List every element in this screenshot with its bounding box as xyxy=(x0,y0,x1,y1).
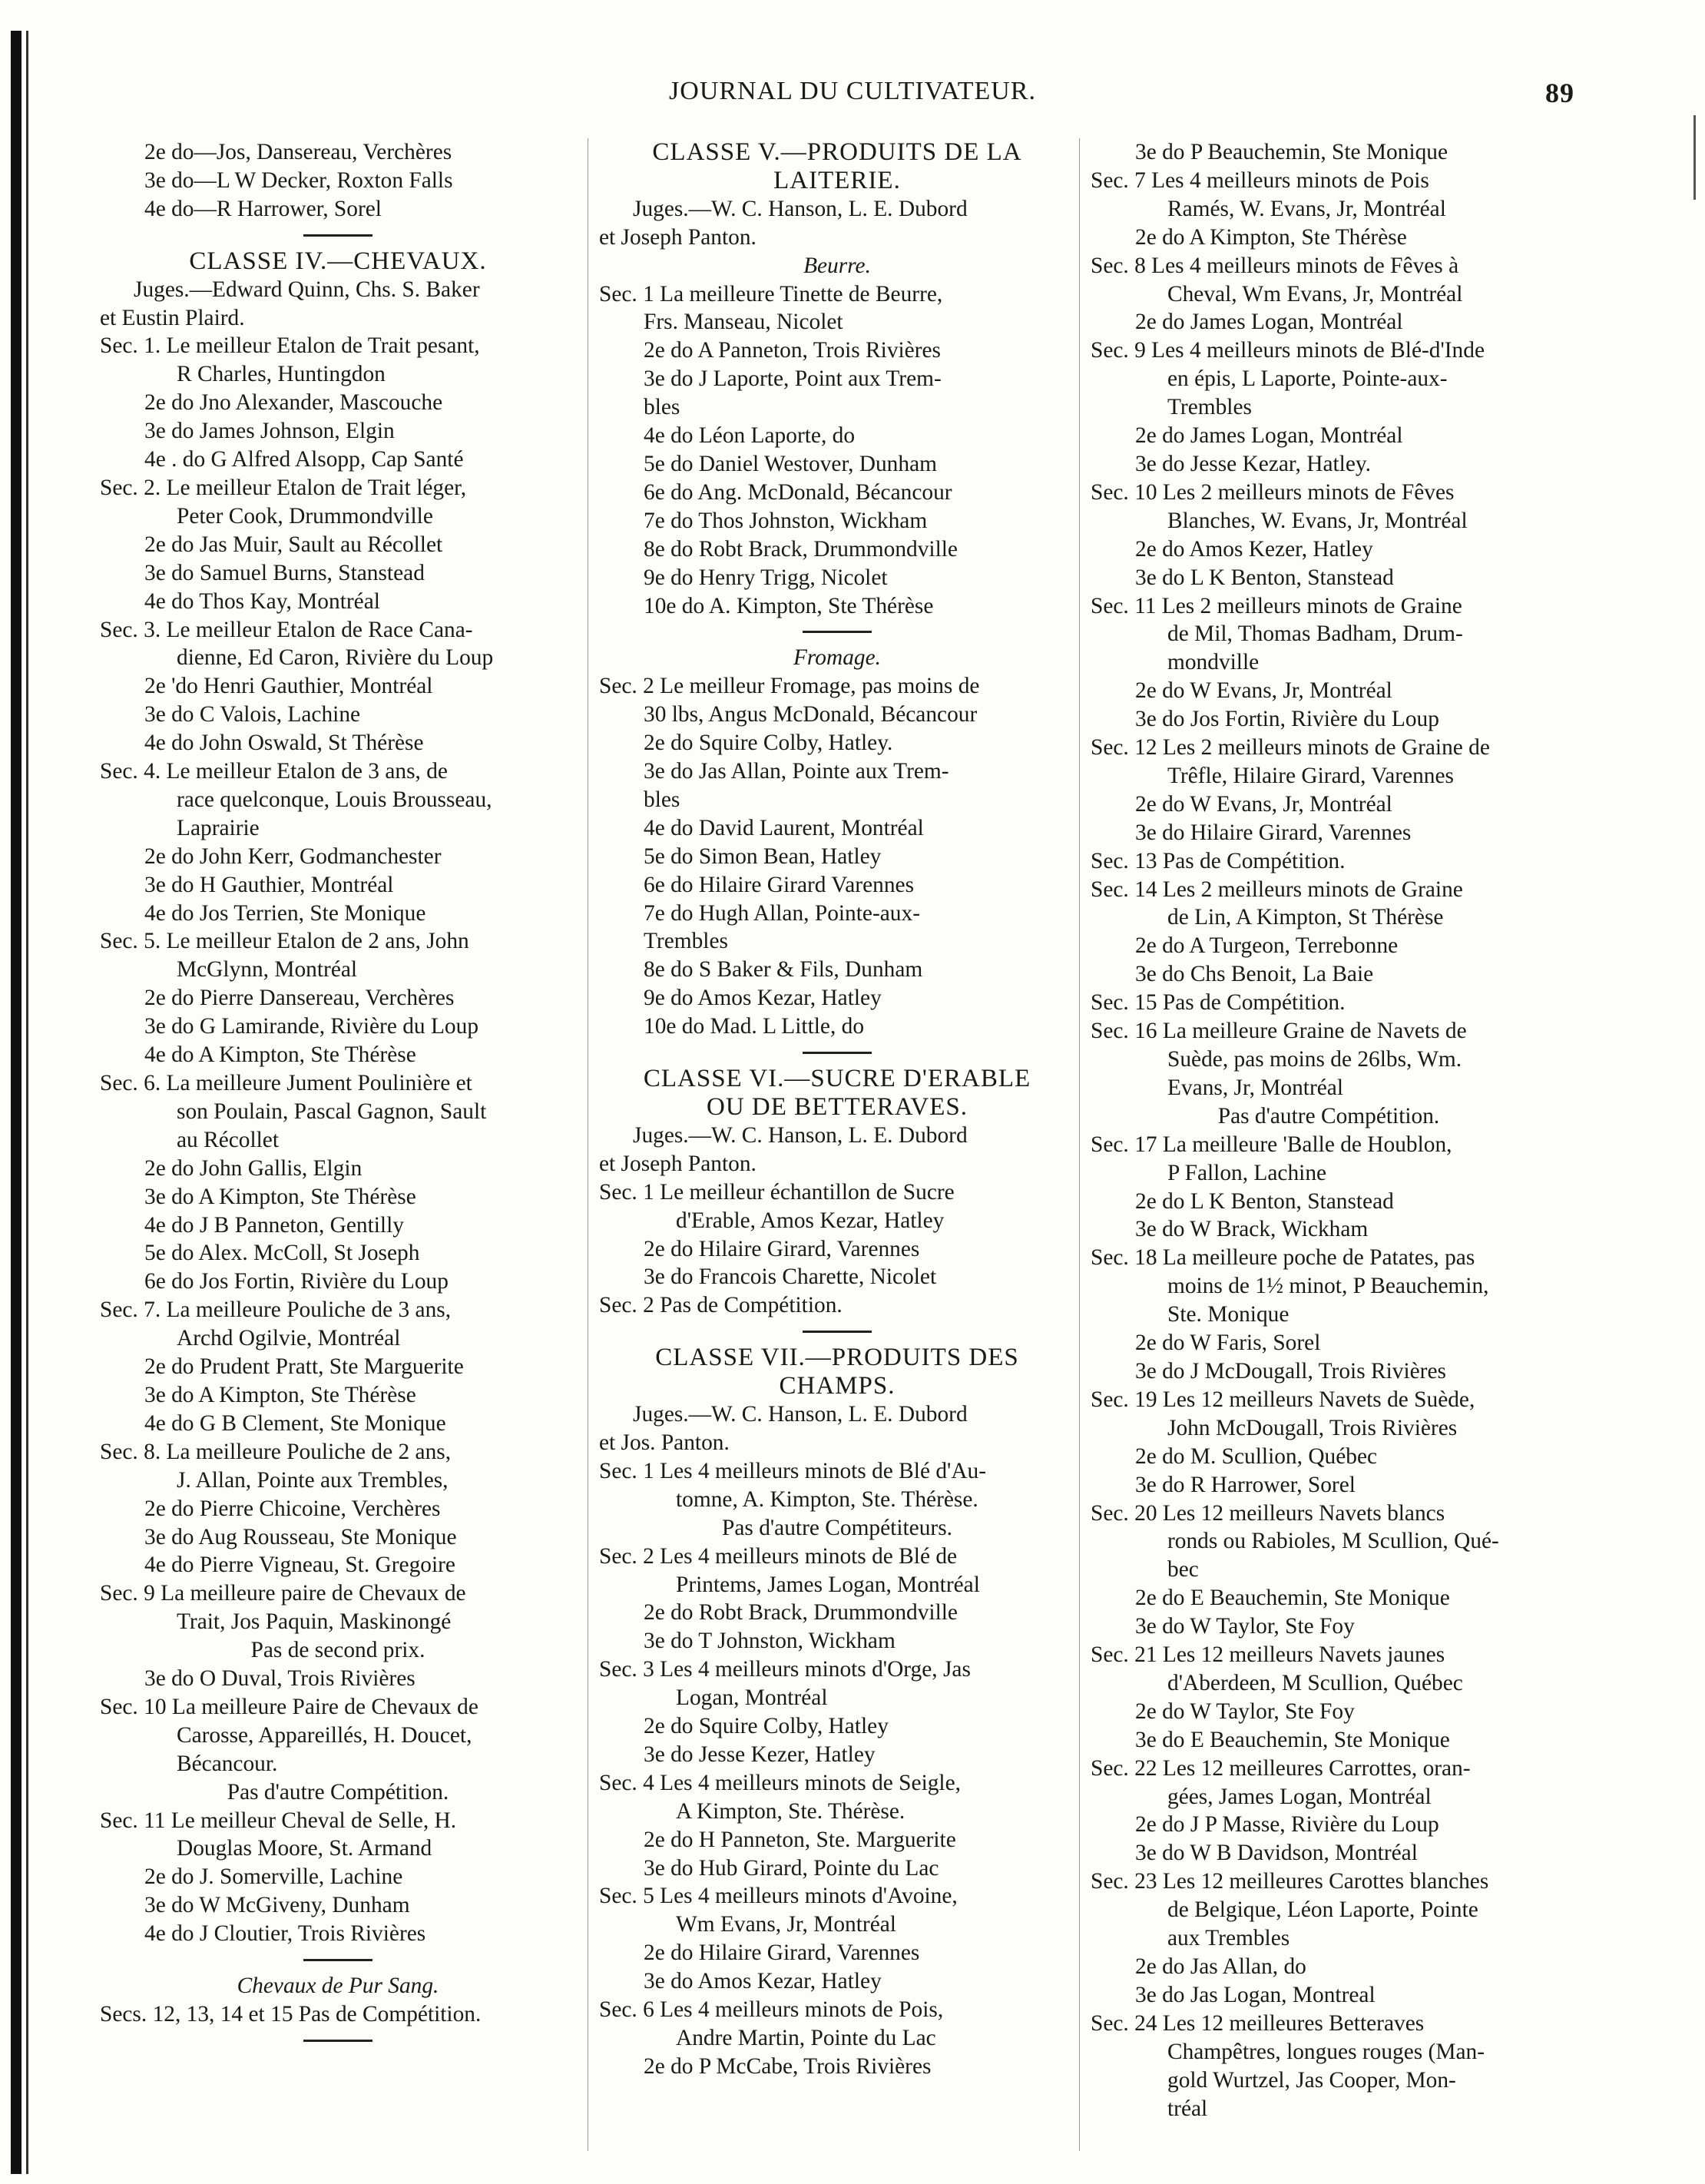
section-divider xyxy=(803,1331,872,1333)
entry-continuation: race quelconque, Louis Brousseau, xyxy=(177,787,492,812)
prize-entry: 10e do A. Kimpton, Ste Thérèse xyxy=(644,593,934,618)
prize-entry: 3e do P Beauchemin, Ste Monique xyxy=(1135,140,1448,164)
section-line: Sec. 15 Pas de Compétition. xyxy=(1091,990,1346,1016)
prize-entry: 4e do J Cloutier, Trois Rivières xyxy=(144,1921,426,1947)
prize-entry: 3e do L K Benton, Stanstead xyxy=(1135,565,1394,590)
entry-continuation: Cheval, Wm Evans, Jr, Montréal xyxy=(1167,281,1463,307)
prize-entry: 3e do O Duval, Trois Rivières xyxy=(144,1666,415,1692)
prize-entry: 3e do Jas Logan, Montreal xyxy=(1135,1982,1376,2007)
entry-continuation: Trêfle, Hilaire Girard, Varennes xyxy=(1167,763,1454,788)
prize-entry: 9e do Amos Kezar, Hatley xyxy=(644,986,882,1011)
prize-entry: 2e do A Turgeon, Terrebonne xyxy=(1135,933,1399,959)
section-line: Sec. 20 Les 12 meilleurs Navets blancs xyxy=(1091,1500,1445,1526)
section-line: Sec. 3 Les 4 meilleurs minots d'Orge, Jas xyxy=(599,1657,971,1682)
section-line: Sec. 7. La meilleure Pouliche de 3 ans, xyxy=(100,1297,452,1323)
section-line: Sec. 5. Le meilleur Etalon de 2 ans, John xyxy=(100,929,469,954)
entry-continuation: Evans, Jr, Montréal xyxy=(1167,1075,1343,1100)
prize-entry: 8e do Robt Brack, Drummondville xyxy=(644,536,958,562)
prize-entry: 8e do S Baker & Fils, Dunham xyxy=(644,957,923,983)
judges-line: Juges.—W. C. Hanson, L. E. Dubord xyxy=(633,1122,968,1148)
prize-entry: 3e do—L W Decker, Roxton Falls xyxy=(144,167,453,193)
entry-continuation: d'Erable, Amos Kezar, Hatley xyxy=(676,1208,945,1233)
journal-title: JOURNAL DU CULTIVATEUR. xyxy=(669,77,1036,105)
prize-entry: 3e do J McDougall, Trois Rivières xyxy=(1135,1358,1446,1384)
prize-entry: 2e do H Panneton, Ste. Marguerite xyxy=(644,1827,956,1852)
prize-entry: 2e do John Gallis, Elgin xyxy=(144,1155,363,1181)
prize-entry: 4e do David Laurent, Montréal xyxy=(644,815,924,840)
prize-entry: 2e do Jno Alexander, Mascouche xyxy=(144,390,443,416)
prize-entry: 3e do E Beauchemin, Ste Monique xyxy=(1135,1727,1450,1752)
subheading: Chevaux de Pur Sang. xyxy=(237,1974,439,1999)
entry-continuation: Suède, pas moins de 26lbs, Wm. xyxy=(1167,1047,1462,1072)
section-line: et Eustin Plaird. xyxy=(100,305,245,330)
prize-entry: 2e do Jas Muir, Sault au Récollet xyxy=(144,532,443,557)
class-heading: CLASSE VI.—SUCRE D'ERABLE xyxy=(643,1065,1031,1093)
prize-entry: Trembles xyxy=(644,929,728,954)
entry-continuation: d'Aberdeen, M Scullion, Québec xyxy=(1167,1670,1463,1695)
class-heading: CHAMPS. xyxy=(779,1372,896,1400)
entry-continuation: Printems, James Logan, Montréal xyxy=(676,1572,980,1597)
class-heading: CLASSE V.—PRODUITS DE LA xyxy=(652,138,1022,166)
prize-entry: 2e do Squire Colby, Hatley. xyxy=(644,731,893,756)
class-heading: OU DE BETTERAVES. xyxy=(707,1093,968,1121)
prize-entry: 3e do A Kimpton, Ste Thérèse xyxy=(144,1184,416,1209)
prize-entry: 4e do Pierre Vigneau, St. Gregoire xyxy=(144,1553,455,1578)
prize-entry: 2e do L K Benton, Stanstead xyxy=(1135,1188,1394,1214)
prize-entry: 2e do A Panneton, Trois Rivières xyxy=(644,338,941,363)
entry-continuation: tomne, A. Kimpton, Ste. Thérèse. xyxy=(676,1486,978,1512)
entry-continuation: Andre Martin, Pointe du Lac xyxy=(676,2026,936,2050)
prize-entry: 2e do J P Masse, Rivière du Loup xyxy=(1135,1812,1439,1838)
note-line: Pas de second prix. xyxy=(250,1638,425,1663)
section-line: Sec. 1. Le meilleur Etalon de Trait pesant, xyxy=(100,333,480,359)
section-divider xyxy=(303,1959,372,1961)
column-divider xyxy=(1079,138,1080,2151)
section-line: Sec. 9 Les 4 meilleurs minots de Blé-d'Inde xyxy=(1091,338,1485,363)
section-line: Sec. 4. Le meilleur Etalon de 3 ans, de xyxy=(100,759,448,784)
prize-entry: 2e do James Logan, Montréal xyxy=(1135,423,1403,449)
section-line: Sec. 7 Les 4 meilleurs minots de Pois xyxy=(1091,167,1429,193)
prize-entry: 4e . do G Alfred Alsopp, Cap Santé xyxy=(144,447,464,472)
section-line: Sec. 5 Les 4 meilleurs minots d'Avoine, xyxy=(599,1884,958,1909)
section-divider xyxy=(803,1052,872,1054)
prize-entry: 5e do Daniel Westover, Dunham xyxy=(644,451,937,476)
prize-entry: 6e do Jos Fortin, Rivière du Loup xyxy=(144,1269,449,1294)
prize-entry: Frs. Manseau, Nicolet xyxy=(644,310,843,335)
prize-entry: 2e do M. Scullion, Québec xyxy=(1135,1443,1378,1469)
prize-entry: 4e do Thos Kay, Montréal xyxy=(144,588,380,614)
entry-continuation: J. Allan, Pointe aux Trembles, xyxy=(177,1467,449,1493)
entry-continuation: de Lin, A Kimpton, St Thérèse xyxy=(1167,905,1444,930)
prize-entry: 2e do Pierre Chicoine, Verchères xyxy=(144,1496,441,1521)
section-line: Sec. 2 Les 4 meilleurs minots de Blé de xyxy=(599,1543,958,1569)
section-line: Sec. 1 La meilleure Tinette de Beurre, xyxy=(599,281,943,307)
section-line: Sec. 9 La meilleure paire de Chevaux de xyxy=(100,1581,466,1606)
prize-entry: 2e do W Taylor, Ste Foy xyxy=(1135,1698,1355,1724)
prize-entry: 3e do Jos Fortin, Rivière du Loup xyxy=(1135,707,1439,732)
entry-continuation: Blanches, W. Evans, Jr, Montréal xyxy=(1167,508,1468,533)
subheading: Beurre. xyxy=(803,253,871,278)
entry-continuation: bec xyxy=(1167,1557,1199,1582)
prize-entry: 2e do James Logan, Montréal xyxy=(1135,310,1403,335)
entry-continuation: tréal xyxy=(1167,2096,1208,2121)
class-heading: LAITERIE. xyxy=(773,166,901,194)
prize-entry: 4e do Léon Laporte, do xyxy=(644,423,856,449)
prize-entry: 5e do Simon Bean, Hatley xyxy=(644,843,882,869)
entry-continuation: A Kimpton, Ste. Thérèse. xyxy=(676,1798,905,1824)
prize-entry: 3e do Francois Charette, Nicolet xyxy=(644,1264,937,1290)
column-1 xyxy=(100,138,576,2053)
section-line: Sec. 18 La meilleure poche de Patates, pas xyxy=(1091,1245,1475,1271)
prize-entry: 3e do R Harrower, Sorel xyxy=(1135,1472,1356,1497)
binding-edge xyxy=(11,31,22,2174)
prize-entry: 3e do T Johnston, Wickham xyxy=(644,1629,896,1654)
page-header xyxy=(0,77,1705,115)
prize-entry: 6e do Hilaire Girard Varennes xyxy=(644,872,915,897)
binding-edge-line xyxy=(26,31,28,2174)
prize-entry: 2e do Jas Allan, do xyxy=(1135,1954,1306,1979)
prize-entry: 3e do Amos Kezar, Hatley xyxy=(644,1969,882,1994)
section-line: Sec. 8 Les 4 meilleurs minots de Fêves à xyxy=(1091,253,1459,278)
prize-entry: bles xyxy=(644,395,680,420)
prize-entry: 2e do P McCabe, Trois Rivières xyxy=(644,2053,932,2079)
class-heading: CLASSE IV.—CHEVAUX. xyxy=(189,247,487,275)
entry-continuation: mondville xyxy=(1167,650,1260,675)
subheading: Fromage. xyxy=(793,645,881,671)
entry-continuation: Trembles xyxy=(1167,395,1252,420)
prize-entry: 3e do G Lamirande, Rivière du Loup xyxy=(144,1014,479,1039)
prize-entry: 2e do A Kimpton, Ste Thérèse xyxy=(1135,224,1407,250)
judges-line: Juges.—W. C. Hanson, L. E. Dubord xyxy=(633,196,968,221)
section-line: Sec. 2 Le meilleur Fromage, pas moins de xyxy=(599,674,980,699)
section-line: Sec. 8. La meilleure Pouliche de 2 ans, xyxy=(100,1439,452,1464)
prize-entry: 2e do E Beauchemin, Ste Monique xyxy=(1135,1586,1450,1611)
section-line: Sec. 17 La meilleure 'Balle de Houblon, xyxy=(1091,1132,1452,1157)
prize-entry: 2e do W Faris, Sorel xyxy=(1135,1331,1321,1356)
prize-entry: 3e do H Gauthier, Montréal xyxy=(144,872,394,897)
prize-entry: 2e do W Evans, Jr, Montréal xyxy=(1135,678,1392,704)
entry-continuation: de Mil, Thomas Badham, Drum- xyxy=(1167,621,1463,647)
section-line: Sec. 3. Le meilleur Etalon de Race Cana- xyxy=(100,617,473,642)
prize-entry: 10e do Mad. L Little, do xyxy=(644,1014,865,1039)
section-line: Sec. 19 Les 12 meilleurs Navets de Suède, xyxy=(1091,1387,1475,1412)
section-line: Secs. 12, 13, 14 et 15 Pas de Compétition. xyxy=(100,2002,482,2027)
section-line: Sec. 16 La meilleure Graine de Navets de xyxy=(1091,1019,1467,1044)
column-2 xyxy=(599,138,1075,2081)
section-line: et Joseph Panton. xyxy=(599,1151,756,1176)
section-line: Sec. 1 Les 4 meilleurs minots de Blé d'Au- xyxy=(599,1458,987,1483)
judges-line: Juges.—Edward Quinn, Chs. S. Baker xyxy=(134,277,480,302)
prize-entry: 3e do Samuel Burns, Stanstead xyxy=(144,560,425,585)
prize-entry: 7e do Thos Johnston, Wickham xyxy=(644,508,928,533)
section-line: Sec. 2. Le meilleur Etalon de Trait léger, xyxy=(100,475,467,500)
prize-entry: 2e do—Jos, Dansereau, Verchères xyxy=(144,140,452,164)
entry-continuation: Douglas Moore, St. Armand xyxy=(177,1836,432,1861)
page-number: 89 xyxy=(1545,78,1574,108)
section-line: Sec. 2 Pas de Compétition. xyxy=(599,1293,843,1318)
section-line: Sec. 11 Les 2 meilleurs minots de Graine xyxy=(1091,593,1462,618)
prize-entry: bles xyxy=(644,787,680,812)
prize-entry: 2e 'do Henri Gauthier, Montréal xyxy=(144,674,433,699)
entry-continuation: Archd Ogilvie, Montréal xyxy=(177,1326,401,1351)
prize-entry: 2e do Amos Kezer, Hatley xyxy=(1135,536,1373,562)
prize-entry: 7e do Hugh Allan, Pointe-aux- xyxy=(644,900,920,926)
prize-entry: 4e do Jos Terrien, Ste Monique xyxy=(144,900,426,926)
prize-entry: 3e do C Valois, Lachine xyxy=(144,702,361,727)
prize-entry: 3e do Jas Allan, Pointe aux Trem- xyxy=(644,759,949,784)
prize-entry: 2e do Hilaire Girard, Varennes xyxy=(644,1236,920,1261)
entry-continuation: en épis, L Laporte, Pointe-aux- xyxy=(1167,366,1448,392)
entry-continuation: moins de 1½ minot, P Beauchemin, xyxy=(1167,1274,1489,1299)
note-line: Pas d'autre Compétiteurs. xyxy=(722,1515,952,1540)
section-line: Sec. 13 Pas de Compétition. xyxy=(1091,848,1346,873)
entry-continuation: gées, James Logan, Montréal xyxy=(1167,1784,1432,1809)
entry-continuation: gold Wurtzel, Jas Cooper, Mon- xyxy=(1167,2067,1456,2093)
prize-entry: 9e do Henry Trigg, Nicolet xyxy=(644,565,888,590)
prize-entry: 3e do Hub Girard, Pointe du Lac xyxy=(644,1855,939,1881)
entry-continuation: Wm Evans, Jr, Montréal xyxy=(676,1912,896,1937)
section-line: Sec. 6. La meilleure Jument Poulinière et xyxy=(100,1071,472,1095)
section-line: et Joseph Panton. xyxy=(599,224,756,250)
section-line: Sec. 10 La meilleure Paire de Chevaux de xyxy=(100,1694,478,1719)
note-line: Pas d'autre Compétition. xyxy=(227,1779,449,1805)
prize-entry: 2e do Hilaire Girard, Varennes xyxy=(644,1940,920,1966)
section-line: Sec. 24 Les 12 meilleures Betteraves xyxy=(1091,2010,1425,2036)
section-line: Sec. 22 Les 12 meilleures Carrottes, oran- xyxy=(1091,1755,1471,1781)
prize-entry: 3e do J Laporte, Point aux Trem- xyxy=(644,366,942,392)
section-line: Sec. 11 Le meilleur Cheval de Selle, H. xyxy=(100,1808,457,1833)
entry-continuation: de Belgique, Léon Laporte, Pointe xyxy=(1167,1897,1478,1923)
entry-continuation: John McDougall, Trois Rivières xyxy=(1167,1415,1458,1440)
entry-continuation: P Fallon, Lachine xyxy=(1167,1160,1327,1185)
prize-entry: 3e do Jesse Kezar, Hatley. xyxy=(1135,451,1372,476)
prize-entry: 3e do Jesse Kezer, Hatley xyxy=(644,1742,876,1767)
section-line: Sec. 12 Les 2 meilleurs minots de Graine de xyxy=(1091,735,1490,761)
section-divider xyxy=(803,631,872,633)
prize-entry: 4e do John Oswald, St Thérèse xyxy=(144,731,424,756)
entry-continuation: au Récollet xyxy=(177,1127,280,1152)
prize-entry: 2e do J. Somerville, Lachine xyxy=(144,1864,403,1890)
entry-continuation: Ste. Monique xyxy=(1167,1302,1290,1327)
prize-entry: 3e do W Brack, Wickham xyxy=(1135,1217,1369,1242)
prize-entry: 3e do Chs Benoit, La Baie xyxy=(1135,962,1374,987)
prize-entry: 3e do W B Davidson, Montréal xyxy=(1135,1841,1418,1866)
prize-entry: 4e do A Kimpton, Ste Thérèse xyxy=(144,1042,416,1068)
margin-mark xyxy=(1693,115,1696,200)
prize-entry: 3e do A Kimpton, Ste Thérèse xyxy=(144,1382,416,1407)
class-heading: CLASSE VII.—PRODUITS DES xyxy=(655,1344,1019,1372)
entry-continuation: Peter Cook, Drummondville xyxy=(177,503,433,529)
note-line: Pas d'autre Compétition. xyxy=(1217,1103,1440,1128)
entry-continuation: aux Trembles xyxy=(1167,1926,1290,1951)
prize-entry: 2e do Pierre Dansereau, Verchères xyxy=(144,986,455,1011)
judges-line: Juges.—W. C. Hanson, L. E. Dubord xyxy=(633,1402,968,1427)
entry-continuation: Carosse, Appareillés, H. Doucet, xyxy=(177,1722,472,1748)
entry-continuation: ronds ou Rabioles, M Scullion, Qué- xyxy=(1167,1529,1499,1554)
prize-entry: 3e do Aug Rousseau, Ste Monique xyxy=(144,1524,457,1549)
prize-entry: 2e do John Kerr, Godmanchester xyxy=(144,843,442,869)
entry-continuation: son Poulain, Pascal Gagnon, Sault xyxy=(177,1099,487,1124)
entry-continuation: Logan, Montréal xyxy=(676,1685,828,1711)
section-line: Sec. 6 Les 4 meilleurs minots de Pois, xyxy=(599,1997,944,2023)
entry-continuation: dienne, Ed Caron, Rivière du Loup xyxy=(177,645,494,671)
prize-entry: 3e do W Taylor, Ste Foy xyxy=(1135,1614,1355,1639)
entry-continuation: Bécancour. xyxy=(177,1751,278,1776)
section-line: et Jos. Panton. xyxy=(599,1430,730,1455)
section-line: Sec. 21 Les 12 meilleurs Navets jaunes xyxy=(1091,1642,1445,1668)
entry-continuation: R Charles, Huntingdon xyxy=(177,362,386,387)
section-line: Sec. 14 Les 2 meilleurs minots de Graine xyxy=(1091,877,1463,902)
entry-continuation: Ramés, W. Evans, Jr, Montréal xyxy=(1167,196,1446,221)
entry-continuation: McGlynn, Montréal xyxy=(177,957,358,983)
section-line: Sec. 4 Les 4 meilleurs minots de Seigle, xyxy=(599,1770,961,1795)
section-divider xyxy=(303,234,372,237)
prize-entry: 6e do Ang. McDonald, Bécancour xyxy=(644,479,952,505)
entry-continuation: Trait, Jos Paquin, Maskinongé xyxy=(177,1609,452,1635)
prize-entry: 5e do Alex. McColl, St Joseph xyxy=(144,1241,420,1266)
prize-entry: 2e do W Evans, Jr, Montréal xyxy=(1135,791,1392,817)
prize-entry: 4e do J B Panneton, Gentilly xyxy=(144,1212,404,1238)
section-line: Sec. 1 Le meilleur échantillon de Sucre xyxy=(599,1179,955,1205)
entry-continuation: Laprairie xyxy=(177,815,260,840)
section-line: Sec. 23 Les 12 meilleures Carottes blanches xyxy=(1091,1869,1489,1894)
prize-entry: 3e do James Johnson, Elgin xyxy=(144,419,395,444)
section-line: Sec. 10 Les 2 meilleurs minots de Fêves xyxy=(1091,479,1455,505)
column-3 xyxy=(1091,138,1567,2123)
prize-entry: 2e do Squire Colby, Hatley xyxy=(644,1714,889,1739)
prize-entry: 30 lbs, Angus McDonald, Bécancour xyxy=(644,702,978,727)
prize-entry: 2e do Prudent Pratt, Ste Marguerite xyxy=(144,1354,464,1380)
prize-entry: 2e do Robt Brack, Drummondville xyxy=(644,1600,958,1626)
prize-entry: 4e do G B Clement, Ste Monique xyxy=(144,1410,446,1436)
section-divider xyxy=(303,2040,372,2042)
prize-entry: 4e do—R Harrower, Sorel xyxy=(144,196,382,221)
prize-entry: 3e do Hilaire Girard, Varennes xyxy=(1135,820,1412,845)
prize-entry: 3e do W McGiveny, Dunham xyxy=(144,1893,410,1918)
entry-continuation: Champêtres, longues rouges (Man- xyxy=(1167,2039,1485,2064)
